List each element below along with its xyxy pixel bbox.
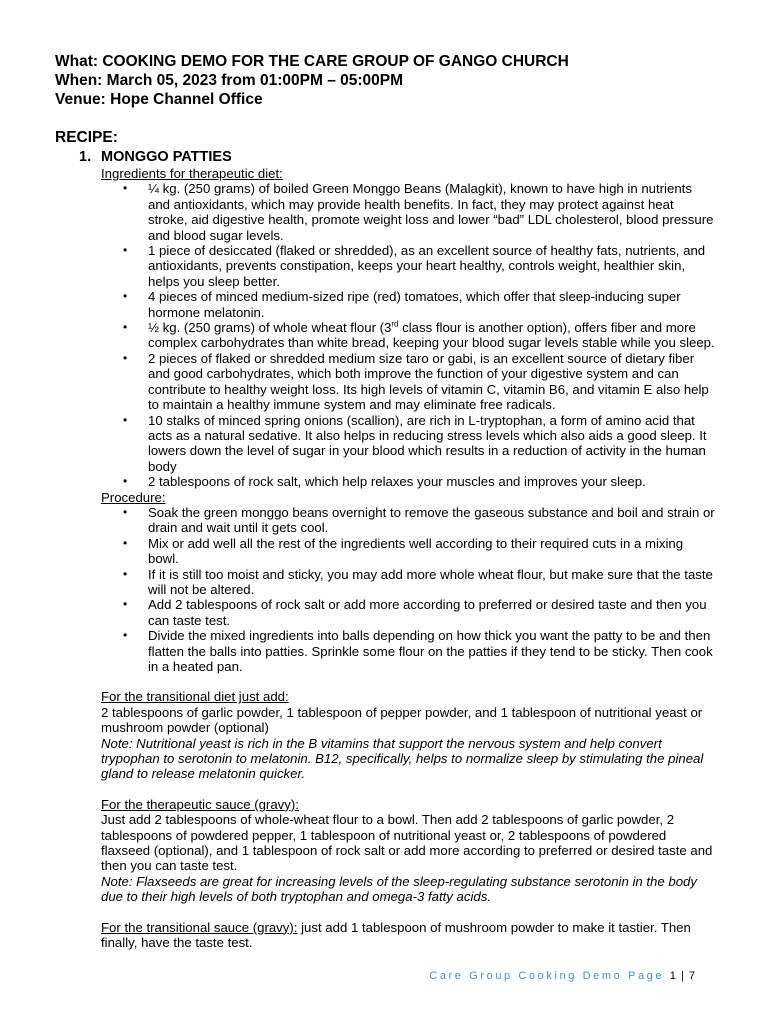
transitional-diet-section [101, 689, 715, 781]
list-item: • Mix or add well all the rest of the ingredients well according to their required cuts in a mixing bowl. [123, 535, 684, 567]
list-item: • 2 pieces of flaked or shredded medium size taro or gabi, is an excellent source of dietary fiber and good carbohydrates, which both improve the function of your digestive system and can contribute to healthy weight loss. Its high levels of vitamin C, vitamin B6, and vitamin E also help to maintain a healthy immune system and may eliminate free radicals. [123, 350, 709, 413]
transitional-diet-text: 2 tablespoons of garlic powder, 1 tablespoon of pepper powder, and 1 tablespoon of nutritional yeast or mushroom powder (optional) [101, 704, 703, 736]
bullet-icon: • [123, 320, 128, 335]
therapeutic-sauce-heading: For the therapeutic sauce (gravy): [101, 796, 299, 812]
recipe-label: RECIPE: [55, 129, 118, 146]
procedure-heading: Procedure: [101, 489, 166, 505]
transitional-sauce-section [101, 920, 715, 951]
dish-number: 1. [79, 149, 92, 165]
list-item: • Soak the green monggo beans overnight to remove the gaseous substance and boil and strain or drain and wait until it gets cool. [123, 504, 715, 536]
list-item: • 1 piece of desiccated (flaked or shredded), as an excellent source of healthy fats, nutrients, and antioxidants, prevents constipation, keeps your heart healthy, controls weight, healthier skin, helps you sleep better. [123, 243, 706, 289]
dish-title [79, 148, 715, 166]
page-number: 1 | 7 [669, 970, 696, 982]
bullet-icon: • [123, 181, 128, 196]
bullet-icon: • [123, 566, 128, 581]
bullet-icon: • [123, 535, 128, 550]
transitional-sauce-heading: For the transitional sauce (gravy): [101, 919, 298, 935]
procedure-list [55, 505, 715, 674]
bullet-icon: • [123, 243, 128, 258]
therapeutic-sauce-section [101, 797, 715, 905]
list-item: • Add 2 tablespoons of rock salt or add more according to preferred or desired taste and then you can taste test. [123, 597, 707, 628]
list-item: • ¼ kg. (250 grams) of boiled Green Monggo Beans (Malagkit), known to have high in nutrients and antioxidants, which may provide health benefits. In fact, they may protect against heat stroke, aid digestive health, promote weight loss and lower “bad” LDL cholesterol, blood pressure and blood sugar levels. [123, 181, 714, 243]
bullet-icon: • [123, 412, 128, 427]
bullet-icon: • [123, 628, 128, 643]
ingredients-heading: Ingredients for therapeutic diet: [101, 166, 283, 181]
event-venue: Venue: Hope Channel Office [55, 91, 263, 108]
page-footer [0, 970, 696, 982]
document-page [55, 52, 715, 951]
bullet-icon: • [123, 289, 128, 304]
therapeutic-sauce-text: Just add 2 tablespoons of whole-wheat flour to a bowl. Then add 2 tablespoons of garlic powder, 2 tablespoons of powdered pepper, 1 tablespoon of nutritional yeast or, 2 tablespoons of powdered flaxseed (optional), and 1 tablespoon of rock salt or add more according to preferred or desired taste and then you can taste test. [101, 812, 713, 874]
list-item: • If it is still too moist and sticky, you may add more whole wheat flour, but make sure that the taste will not be altered. [123, 566, 713, 597]
transitional-diet-heading: For the transitional diet just add: [101, 689, 289, 705]
list-item: • Divide the mixed ingredients into balls depending on how thick you want the patty to be and then flatten the balls into patties. Sprinkle some flour on the patties if they tend to be sticky. Then cook in a heated pan. [123, 628, 713, 674]
list-item: • 10 stalks of minced spring onions (scallion), are rich in L-tryptophan, a form of amino acid that acts as a natural sedative. It also helps in reducing stress levels which also aids a good sleep. It lowers down the level of sugar in your blood which results in a reduction of activity in the human body [123, 412, 707, 474]
footer-label: Care Group Cooking Demo Page [429, 970, 670, 982]
transitional-diet-note: Note: Nutritional yeast is rich in the B vitamins that support the nervous system and help convert trypophan to serotonin to melatonin. B12, specifically, helps to normalize sleep by stimulating the pineal gland to release melatonin quicker. [101, 735, 704, 782]
ingredients-list [55, 181, 715, 489]
list-item: • ½ kg. (250 grams) of whole wheat flour (3rd class flour is another option), offers fiber and more complex carbohydrates than white bread, keeping your blood sugar levels stable while you sleep. [123, 319, 715, 351]
bullet-icon: • [123, 597, 128, 612]
therapeutic-sauce-note: Note: Flaxseeds are great for increasing levels of the sleep-regulating substance serotonin in the body due to their high levels of both tryptophan and omega-3 fatty acids. [101, 873, 697, 905]
transitional-sauce-text: just add 1 tablespoon of mushroom powder to make it tastier. Then finally, have the taste test. [101, 919, 691, 951]
dish-name: MONGGO PATTIES [101, 149, 232, 165]
list-item: • 4 pieces of minced medium-sized ripe (red) tomatoes, which offer that sleep-inducing super hormone melatonin. [123, 289, 681, 320]
bullet-icon: • [123, 474, 128, 489]
bullet-icon: • [123, 350, 128, 365]
event-when: When: March 05, 2023 from 01:00PM – 05:00PM [55, 72, 404, 89]
bullet-icon: • [123, 504, 128, 519]
event-what: What: COOKING DEMO FOR THE CARE GROUP OF GANGO CHURCH [55, 53, 569, 70]
list-item: • 2 tablespoons of rock salt, which help relaxes your muscles and improves your sleep. [123, 474, 646, 490]
